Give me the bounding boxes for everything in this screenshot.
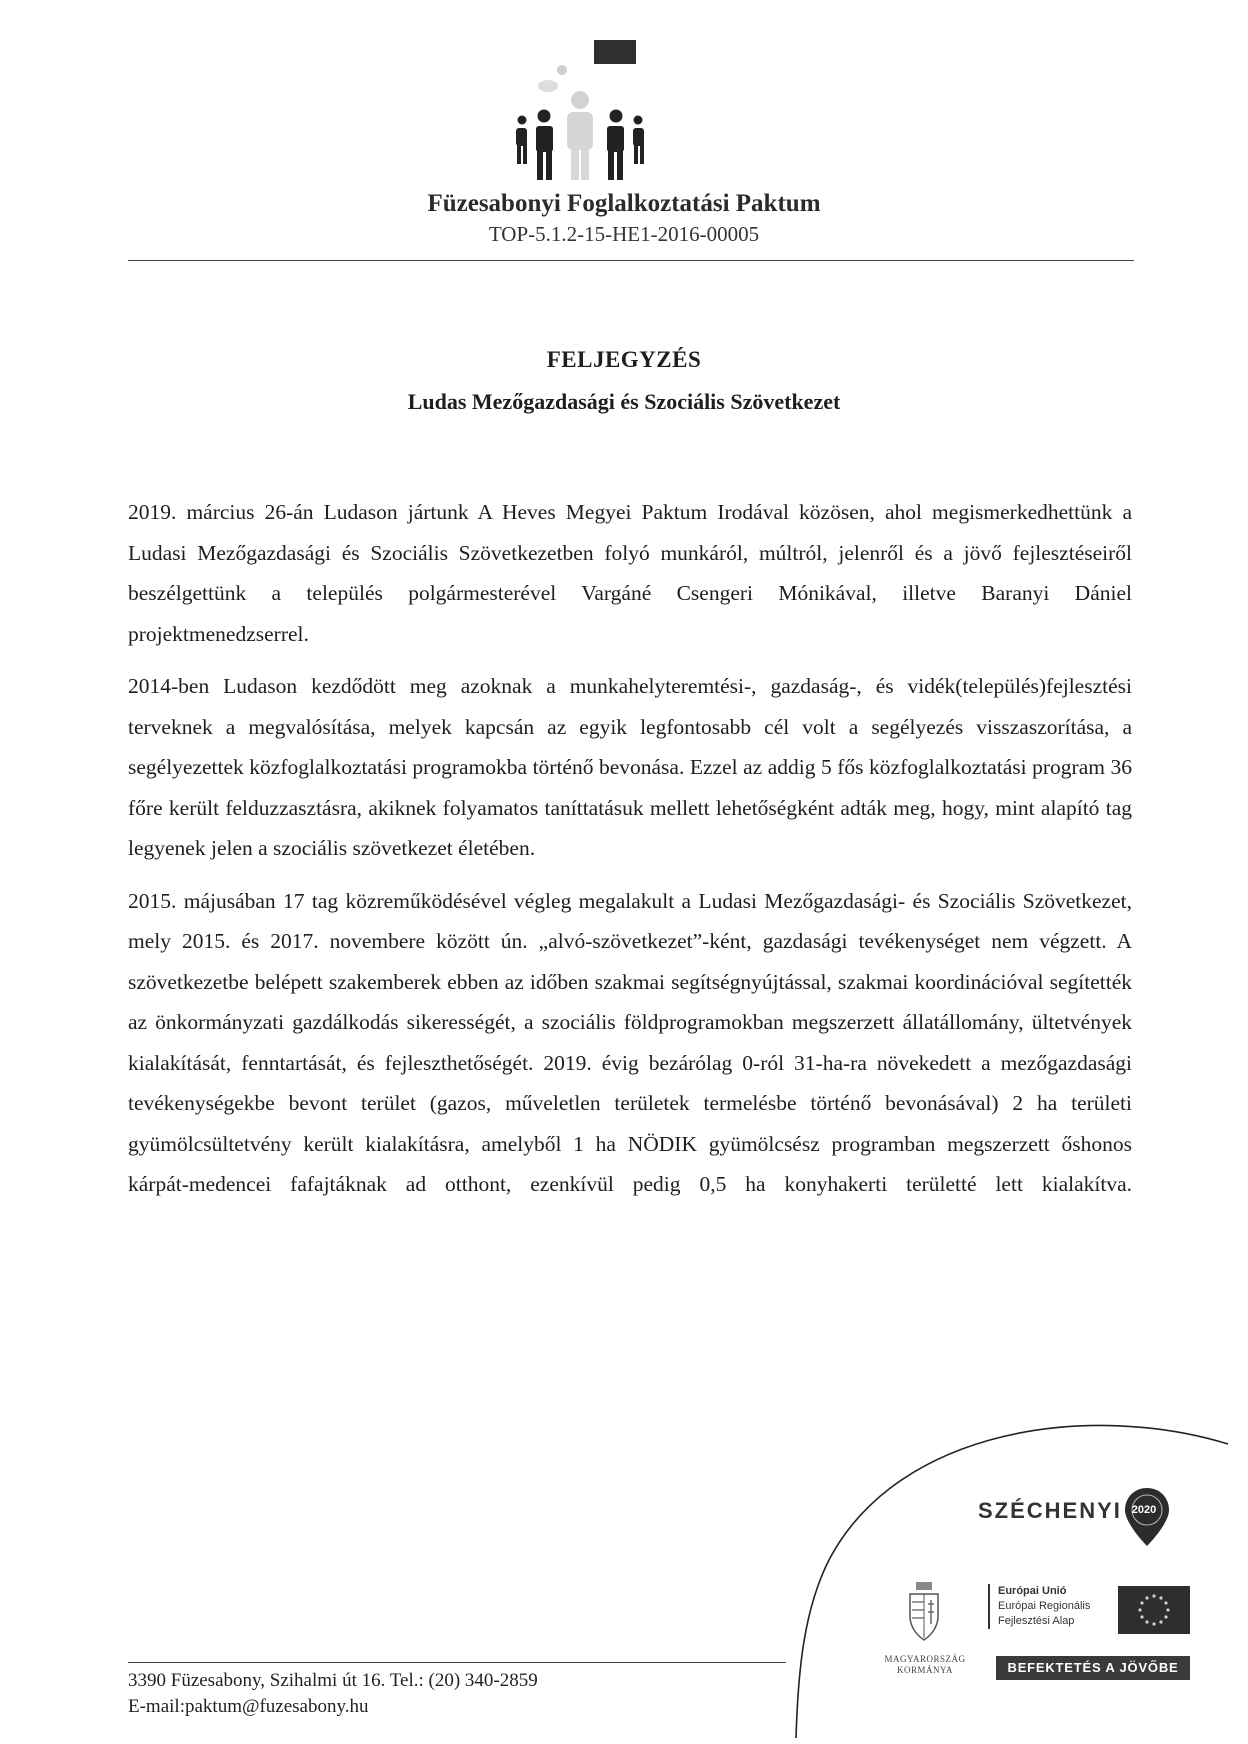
eu-label-line: Európai Regionális bbox=[998, 1600, 1091, 1612]
eu-fund-label bbox=[988, 1584, 1090, 1629]
government-logo-text: MAGYARORSZÁG KORMÁNYA bbox=[884, 1654, 966, 1675]
szechenyi-logo-text: SZÉCHENYI bbox=[978, 1498, 1122, 1523]
investment-slogan-bar: BEFEKTETÉS A JÖVŐBE bbox=[996, 1656, 1190, 1680]
eu-flag-icon bbox=[1118, 1586, 1190, 1634]
eu-label-line: Európai Unió bbox=[998, 1585, 1067, 1597]
header-divider bbox=[128, 260, 1134, 261]
document-body bbox=[128, 492, 1132, 1217]
project-code: TOP-5.1.2-15-HE1-2016-00005 bbox=[488, 222, 760, 246]
corner-curve-decoration bbox=[790, 1408, 1230, 1738]
map-pin-icon bbox=[1122, 1486, 1172, 1548]
eu-label-line: Fejlesztési Alap bbox=[998, 1615, 1075, 1627]
body-paragraph: 2019. március 26-án Ludason jártunk A Heves Megyei Paktum Irodával közösen, ahol megismerkedhettünk a Ludasi Mezőgazdasági és Szociális Szövetkezetben folyó munkáról, múltról, jelenről és a jövő fejlesztéseiről beszélgettünk a település polgármesterével Vargáné Csengeri Mónikával, illetve Baranyi Dániel projektmenedzserrel. bbox=[128, 500, 1132, 646]
coat-of-arms-icon bbox=[900, 1580, 948, 1642]
footer-contact bbox=[128, 1668, 538, 1720]
document-subtitle: Ludas Mezőgazdasági és Szociális Szövetkezet bbox=[407, 389, 841, 414]
footer-address: 3390 Füzesabony, Szihalmi út 16. Tel.: (20) 340-2859 bbox=[128, 1670, 538, 1691]
pact-logo bbox=[500, 38, 660, 188]
footer-divider bbox=[128, 1662, 786, 1663]
szechenyi-year: 2020 bbox=[1131, 1504, 1157, 1516]
body-paragraph: 2015. májusában 17 tag közreműködésével végleg megalakult a Ludasi Mezőgazdasági- és Szociális Szövetkezet, mely 2015. és 2017. novembere között ún. „alvó-szövetkezet”-ként, gazdasági tevékenységet nem végzett. A szövetkezetbe belépett szakemberek ebben az időben szakmai segítségnyújtással, szakmai koordinációval segítették az önkormányzati gazdálkodás sikerességét, a szociális földprogramokban megszerzett állatállomány, ültetvények kialakítását, fenntartását, és fejleszthetőségét. 2019. évig bezárólag 0-ról 31-ha-ra növekedett a mezőgazdasági tevékenységekbe bevont terület (gazos, műveletlen területek termelésbe történő bevonásával) 2 ha területi gyümölcsültetvény került kialakításra, amelyből 1 ha NÖDIK gyümölcsész programban megszerzett őshonos kárpát-medencei fafajtáknak ad otthont, ezenkívül pedig 0,5 ha konyhakerti területté lett kialakítva. bbox=[128, 888, 1132, 1196]
footer-email[interactable]: E-mail:paktum@fuzesabony.hu bbox=[128, 1696, 369, 1717]
organization-name: Füzesabonyi Foglalkoztatási Paktum bbox=[427, 190, 821, 217]
document-title: FELJEGYZÉS bbox=[546, 347, 702, 372]
body-paragraph: 2014-ben Ludason kezdődött meg azoknak a munkahelyteremtési-, gazdaság-, és vidék(település)fejlesztési terveknek a megvalósítása, melyek kapcsán az egyik legfontosabb cél volt a segélyezés visszaszorítása, a segélyezettek közfoglalkoztatási programokba történő bevonása. Ezzel az addig 5 fős közfoglalkoztatási program 36 főre került felduzzasztásra, akiknek folyamatos taníttatásuk mellett lehetőségként adták meg, hogy, mint alapító tag legyenek jelen a szociális szövetkezet életében. bbox=[128, 674, 1132, 860]
